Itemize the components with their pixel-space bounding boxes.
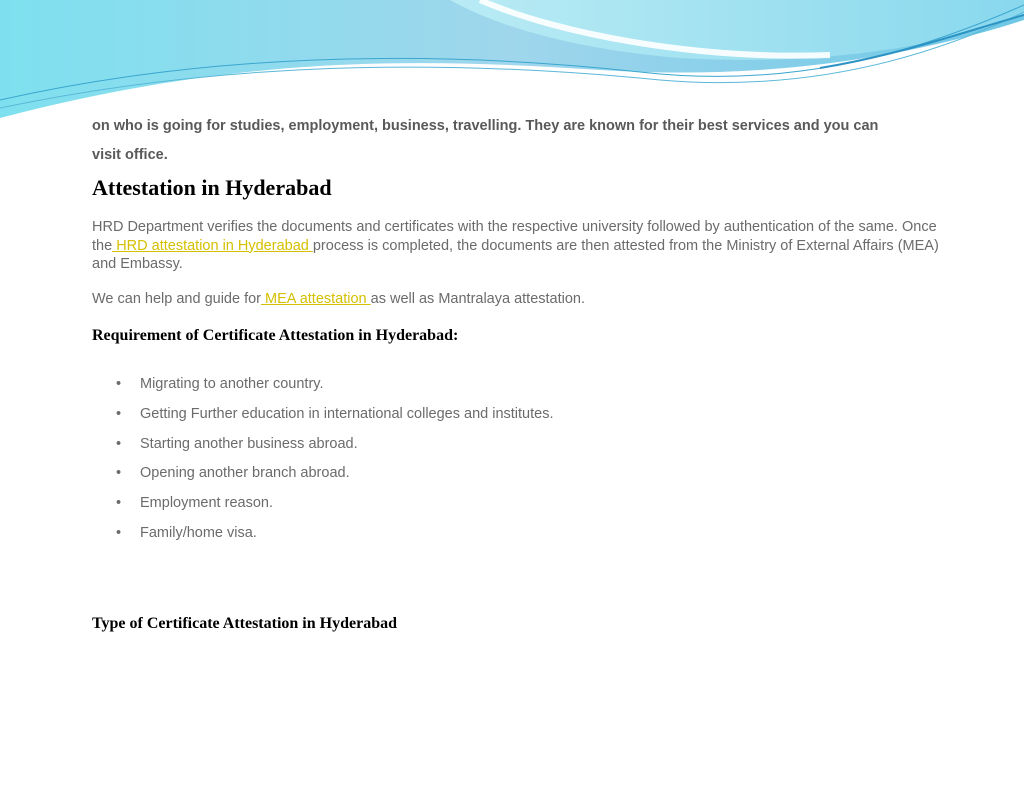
- bullet-icon: •: [116, 376, 122, 392]
- list-item-text: Opening another branch abroad.: [140, 465, 350, 482]
- bullet-icon: •: [116, 405, 122, 422]
- bullet-icon: •: [116, 435, 122, 452]
- list-item-text: Migrating to another country.: [140, 376, 324, 392]
- list-item: [92, 406, 554, 436]
- mea-paragraph: [92, 290, 585, 309]
- list-item: [92, 376, 554, 406]
- requirements-list: [92, 376, 554, 555]
- list-item-text: Starting another business abroad.: [140, 435, 358, 452]
- list-item-text: Employment reason.: [140, 495, 273, 512]
- hrd-attestation-link[interactable]: HRD attestation in Hyderabad: [112, 237, 313, 254]
- list-item: [92, 436, 554, 466]
- header-wave-decoration: [0, 0, 1024, 130]
- list-item: [92, 495, 554, 525]
- types-heading: Type of Certificate Attestation in Hyderabad: [92, 615, 397, 632]
- bullet-icon: •: [116, 524, 122, 541]
- intro-line-2: visit office.: [92, 147, 168, 163]
- intro-paragraph: [92, 112, 952, 170]
- mea-paragraph-text-after: as well as Mantralaya attestation.: [370, 291, 586, 307]
- intro-line-1: on who is going for studies, employment, business, travelling. They are known for their best services and you can: [92, 118, 879, 134]
- list-item: [92, 465, 554, 495]
- mea-attestation-link[interactable]: MEA attestation: [261, 291, 371, 307]
- bullet-icon: •: [116, 465, 122, 482]
- hrd-paragraph-text-after: process is completed, the documents are then attested from the Ministry of External Affairs (MEA) and Embassy.: [92, 237, 939, 272]
- section-heading-attestation: Attestation in Hyderabad: [92, 175, 332, 200]
- list-item: [92, 525, 554, 555]
- hrd-paragraph-text-before: HRD Department verifies the documents and certificates with the respective university followed by authentication of the same. Once the: [92, 219, 937, 254]
- requirements-heading: Requirement of Certificate Attestation in Hyderabad:: [92, 327, 459, 344]
- hrd-paragraph: [92, 218, 942, 274]
- list-item-text: Getting Further education in international colleges and institutes.: [140, 405, 554, 422]
- list-item-text: Family/home visa.: [140, 524, 257, 541]
- bullet-icon: •: [116, 495, 122, 512]
- mea-paragraph-text-before: We can help and guide for: [92, 291, 262, 307]
